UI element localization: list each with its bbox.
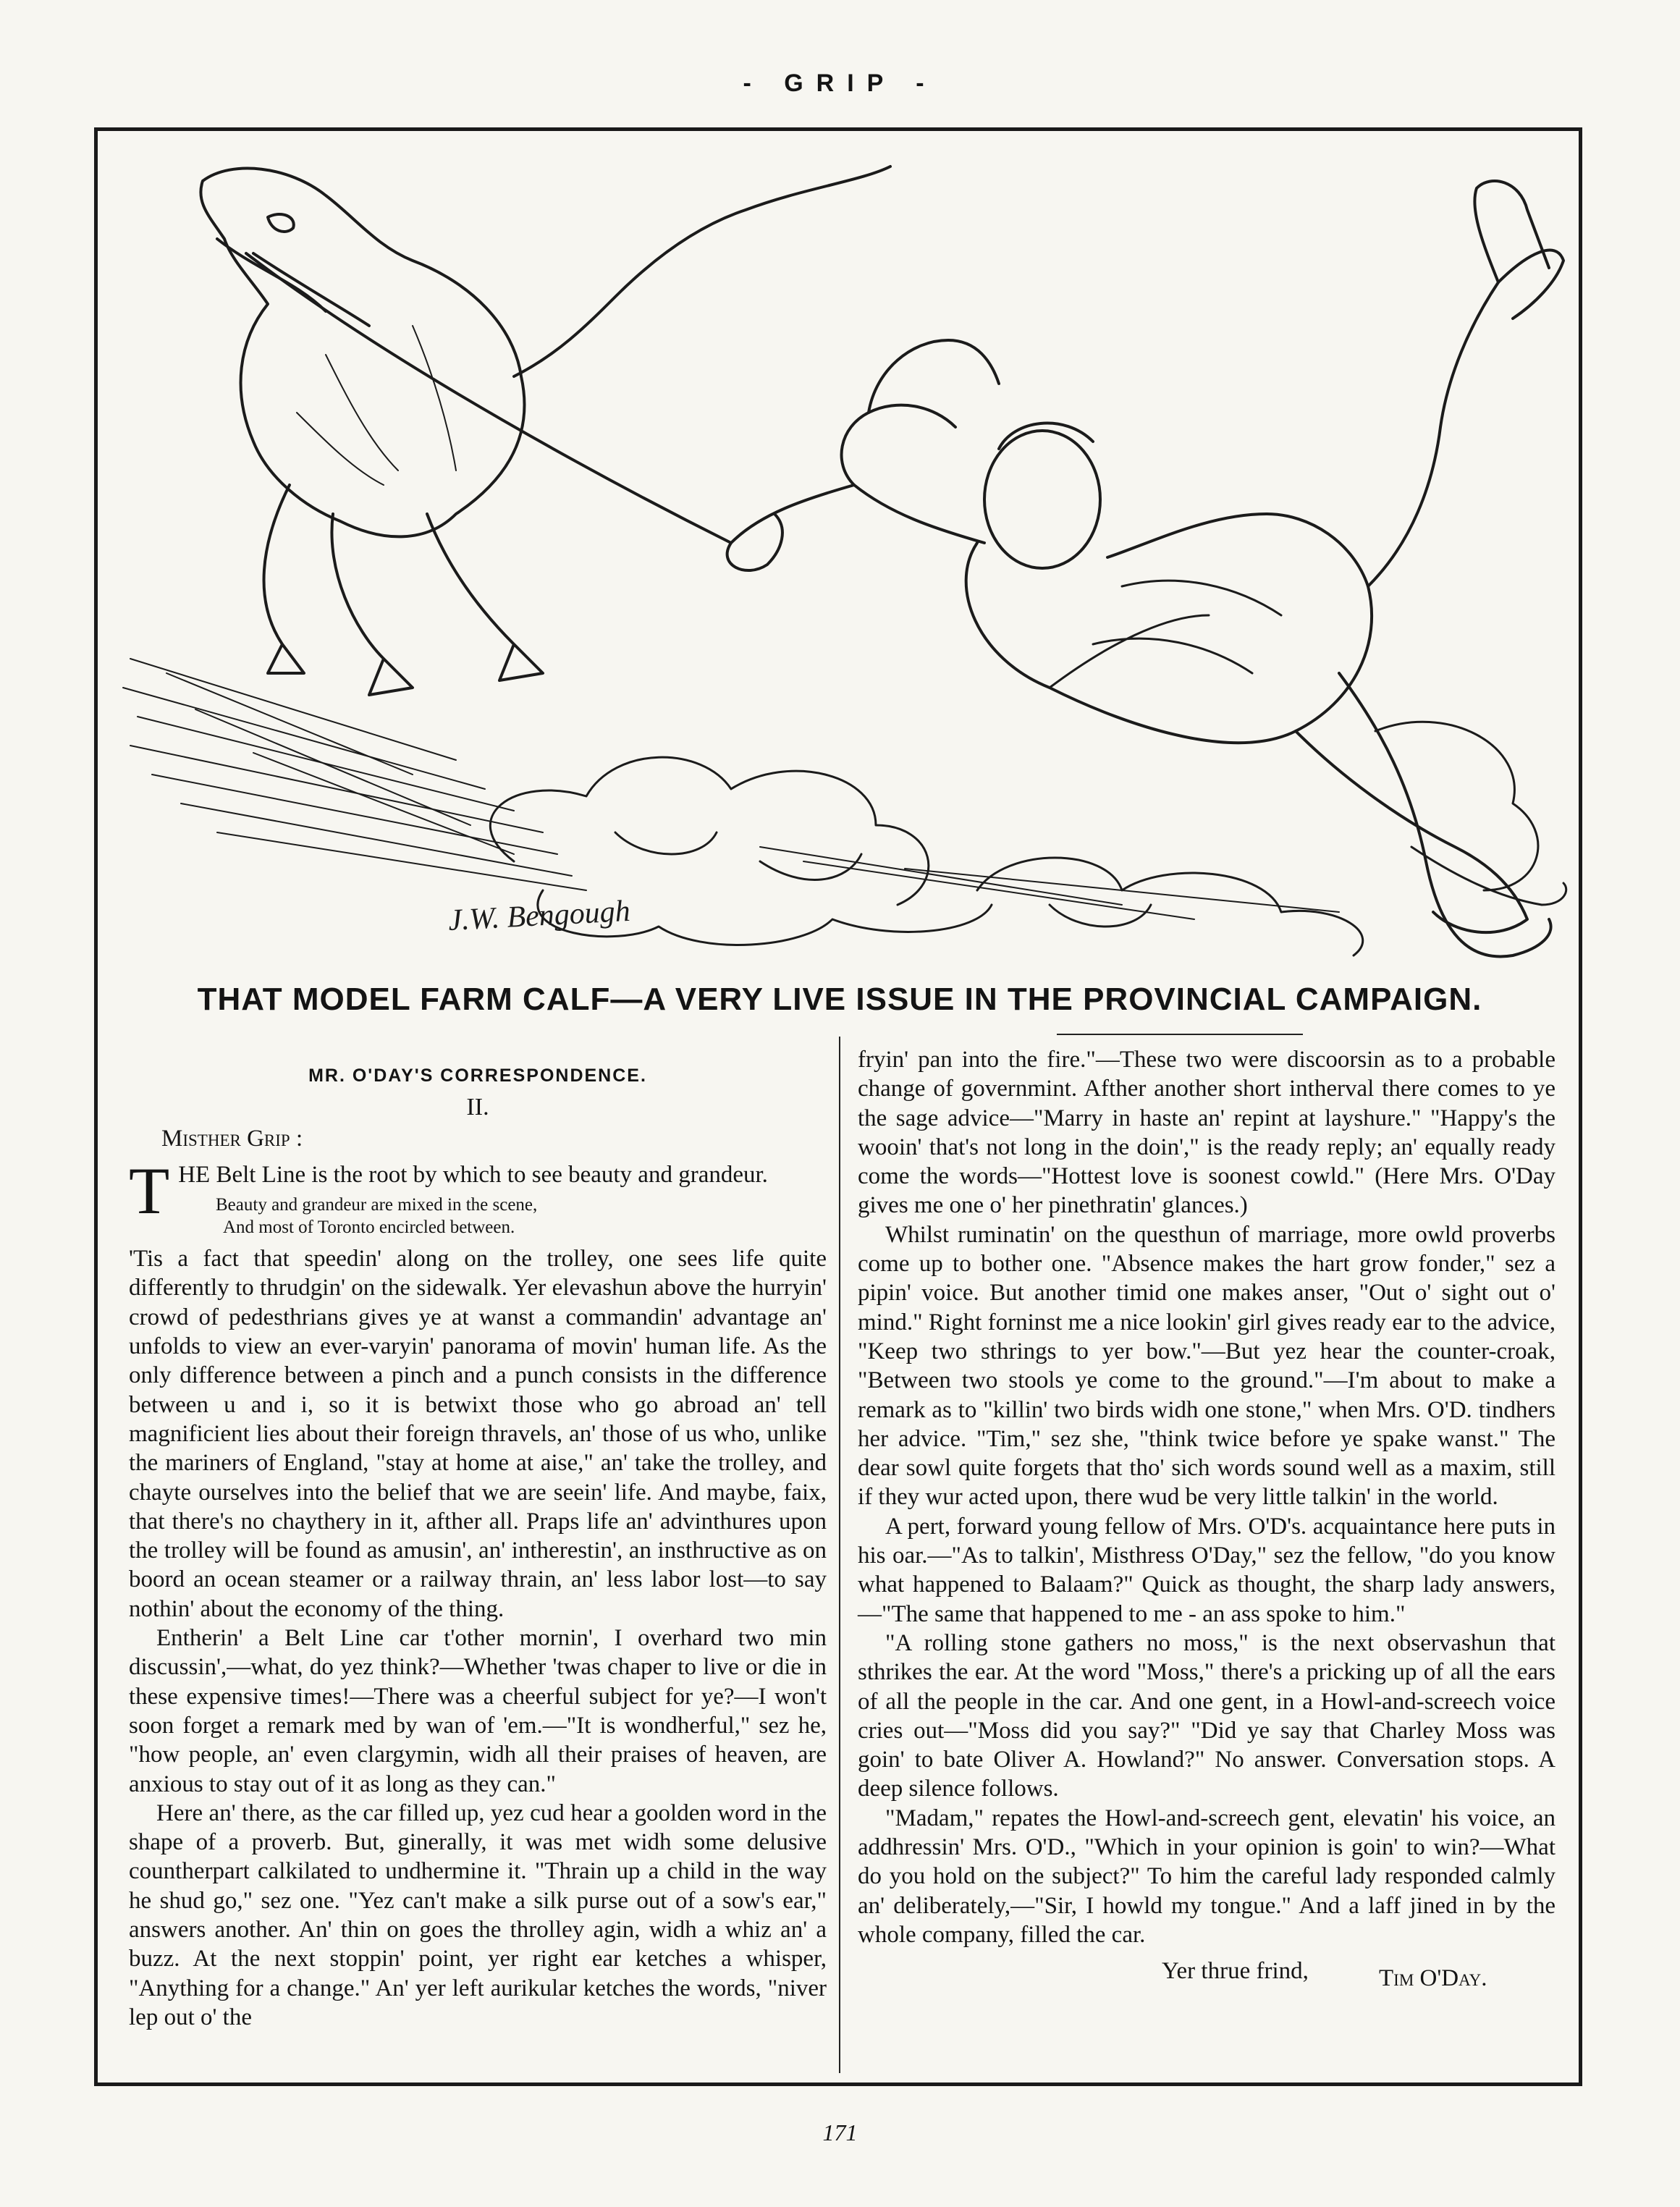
paragraph: Whilst ruminatin' on the questhun of marriage, more owld proverbs come up to bother one. "Absence makes the hart grow fonder," sez a pipin' voice. But another timid one makes anser, "Out o' sight out o' mind." Right forninst me a nice lookin' girl gives ready ear to the advice, "Keep two sthrings to yer bow."—But yez hear the counter-croak, "Between two stools ye come to the ground."—I'm about to make a remark as to "killin' two birds widh one stone," when Mrs. O'D. tindhers her advice. "Tim," sez she, "think twice before ye spake wanst." The dear sowl quite forgets that tho' sich words sound well as a maxim, still if they wur acted upon, there wud be very little talkin' in the world. [858,1221,1556,1511]
man-figure [727,181,1563,956]
rope [246,253,731,543]
verse-quote [216,1194,827,1238]
closing: Yer thrue frind, [1162,1958,1309,1985]
page-number: 171 [822,2119,858,2145]
artist-signature: J.W. Bengough [447,894,631,937]
left-column [129,1050,827,2032]
cartoon-caption: THAT MODEL FARM CALF—A VERY LIVE ISSUE IN THE PROVINCIAL CAMPAIGN. [197,982,1482,1017]
paragraph: "A rolling stone gathers no moss," is the next observashun that sthrikes the ear. At the word "Moss," there's a pricking up of all the ears of all the people in the car. And one gent, in a Howl-and-screech voice cries out—"Moss did you say?" "Did ye say that Charley Moss was goin' to bate Oliver A. Howland?" No answer. Conversation stops. A deep silence follows. [858,1629,1556,1802]
calf-figure [200,166,890,695]
drop-cap: T [129,1153,170,1228]
paragraph: "Madam," repates the Howl-and-screech gent, elevatin' his voice, an addhressin' Mrs. O'D., "Which in your opinion is goin' to win?—What do you hold on the subject?" To him the careful lady responded calmly an' deliberately,—"Sir, I howld my tongue." And a laff jined in by the whole company, filled the car. [858,1805,1556,1948]
dust-clouds [490,722,1538,955]
paragraph: fryin' pan into the fire."—These two were discoorsin as to a probable change of governmint. Afther another short intherval there comes to ye the sage advice—"Marry in haste an' repint at layshure." "Happy's the wooin' that's not long in the doin'," is the ready reply; an' equally ready come the words—"Hottest love is soonest cowld." (Here Mrs. O'Day gives me one o' her pinethratin' glances.) [858,1047,1556,1219]
paragraph: Here an' there, as the car filled up, yez cud hear a goolden word in the shape of a proverb. But, ginerally, it was met widh some delusive countherpart calkilated to undhermine it. "Thrain up a child in the way he shud go," sez one. "Yez can't make a silk purse out of a sow's ear," answers another. An' thin on goes the throlley agin, widh a whiz an' a buzz. At the next stoppin' point, yer right ear ketches a whisper, "Anything for a change." An' yer left aurikular ketches the words, "niver lep out o' the [129,1799,827,2030]
article-number: II. [466,1094,489,1121]
column-rule [839,1037,840,2073]
cartoon-illustration [109,138,1578,970]
salutation: Misther Grip : [161,1125,303,1152]
paragraph: A pert, forward young fellow of Mrs. O'D's. acquaintance here puts in his oar.—"As to talkin', Misthress O'Day," sez the fellow, "do you know what happened to Balaam?" Quick as thought, the sharp lady answers,—"The same that happened to me - an ass spoke to him." [858,1513,1556,1627]
opening-text: HE Belt Line is the root by which to see beauty and grandeur. [178,1161,768,1188]
paragraph: 'Tis a fact that speedin' along on the trolley, one sees life quite differently to thrudgin' on the sidewalk. Yer elevashun above the hurryin' crowd of pedesthrians gives ye at wanst a commandin' advantage an' unfolds to view an ever-varyin' panorama of movin' human life. As the only difference between a pinch and a punch consists in the difference between u and i, so it is betwixt those who go abroad an' tell magnificient lies about their foreign thravels, an' those of us who, unlike the mariners of England, "stay at home at aise," an' take the trolley, and chayte ourselves into the belief that we are seein' life. And maybe, faix, that there's no chaythery in it, afther all. Praps life an' advinthures upon the trolley will be found as amusin', an' intherestin', an insthructive as on boord an ocean steamer or a railway thrain, an' less labor lost—to say nothin' about the economy of the thing. [129,1246,827,1622]
signoff [858,1957,1556,1993]
verse-line: And most of Toronto encircled between. [223,1218,515,1238]
article-title: MR. O'DAY'S CORRESPONDENCE. [308,1065,647,1086]
verse-line: Beauty and grandeur are mixed in the scene, [216,1195,538,1215]
masthead: - GRIP - [743,69,937,97]
caption-rule [1057,1034,1303,1035]
signature: Tim O'Day. [1379,1965,1487,1992]
right-column [858,1045,1556,1993]
paragraph: Entherin' a Belt Line car t'other mornin', I overhard two min discussin',—what, do yez think?—Whether 'twas chaper to live or die in these expensive times!—There was a cheerful subject for ye?—I won't soon forget a remark med by wan of 'em.—"It is wondherful," sez he, "how people, an' even clargymin, widh all their praises of heaven, are anxious to stay out of it as long as they can." [129,1625,827,1797]
